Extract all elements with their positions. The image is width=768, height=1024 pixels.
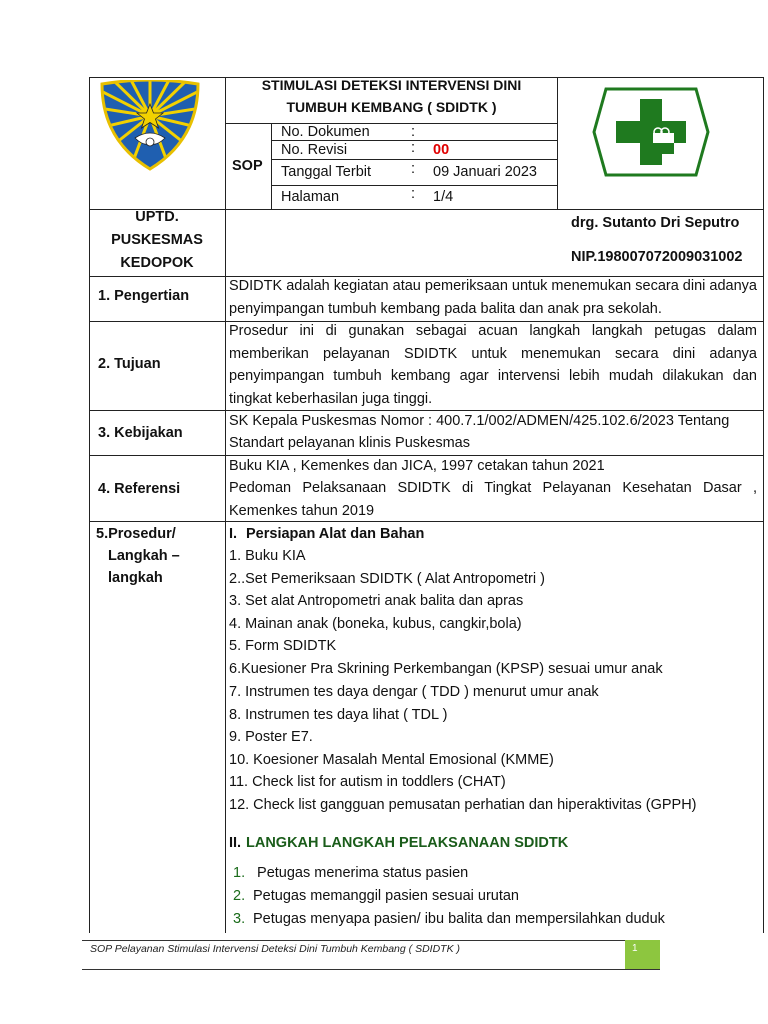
org-line1: UPTD. [135, 209, 179, 225]
step-number: 1. [233, 865, 246, 881]
field-colon: : [411, 186, 416, 202]
list-item: 3. Set alat Antropometri anak balita dan apras [229, 593, 524, 609]
section-label-kebijakan: 3. Kebijakan [98, 425, 183, 441]
field-value-tanggal: 09 Januari 2023 [433, 164, 537, 180]
header-right-divider [557, 77, 558, 209]
field-colon: : [411, 124, 416, 140]
section-label-referensi: 4. Referensi [98, 481, 181, 497]
doc-title-line2: TUMBUH KEMBANG ( SDIDTK ) [286, 99, 497, 115]
prosedur-label-line1: 5.Prosedur/ [96, 526, 176, 542]
prosedur-label-line3: langkah [108, 570, 163, 586]
footer-page-box [625, 940, 660, 969]
section-label-pengertian: 1. Pengertian [98, 288, 190, 304]
sop-divider [271, 123, 272, 209]
part2-numeral: II. [229, 835, 242, 851]
kebijakan-line2: Standart pelayanan klinis Puskesmas [229, 435, 470, 451]
signer-nip: NIP.198007072009031002 [571, 249, 743, 265]
org-line2: PUSKESMAS [111, 232, 203, 248]
field-colon: : [411, 140, 416, 156]
org-line3: KEDOPOK [120, 255, 194, 271]
referensi-line1: Buku KIA , Kemenkes dan JICA, 1997 cetakan tahun 2021 [229, 458, 605, 474]
step-text: Petugas menerima status pasien [253, 865, 469, 881]
table-border-left [89, 77, 90, 933]
field-label-halaman: Halaman [281, 189, 340, 205]
footer-text: SOP Pelayanan Stimulasi Intervensi Deteksi Dini Tumbuh Kembang ( SDIDTK ) [90, 943, 460, 955]
footer-line-top [82, 940, 660, 941]
list-item: 8. Instrumen tes daya lihat ( TDL ) [229, 707, 448, 723]
step-text: Petugas memanggil pasien sesuai urutan [253, 888, 519, 904]
section-text-tujuan: Prosedur ini di gunakan sebagai acuan langkah langkah petugas dalam memberikan pelayanan SDIDTK untuk menemukan secara dini adanya penyimpangan tumbuh kembang agar intervensi lebih mudah dilakukan dan tingkat keberhasilan juga tinggi. [229, 323, 757, 407]
field-value-revisi: 00 [433, 142, 450, 158]
list-item: 4. Mainan anak (boneka, kubus, cangkir,bola) [229, 616, 522, 632]
list-item: 2..Set Pemeriksaan SDIDTK ( Alat Antropometri ) [229, 571, 545, 587]
section-label-tujuan: 2. Tujuan [98, 356, 161, 372]
column-divider [225, 77, 226, 933]
step-number: 3. [233, 911, 246, 927]
prosedur-label-line2: Langkah – [108, 548, 180, 564]
field-label-tanggal: Tanggal Terbit [281, 164, 372, 180]
step-item [233, 909, 665, 929]
field-label-dokumen: No. Dokumen [281, 124, 370, 140]
part2-title: LANGKAH LANGKAH PELAKSANAAN SDIDTK [246, 835, 569, 851]
step-item [233, 863, 468, 883]
kebijakan-line1: SK Kepala Puskesmas Nomor : 400.7.1/002/ADMEN/425.102.6/2023 Tentang [229, 413, 730, 429]
list-item: 11. Check list for autism in toddlers (CHAT) [229, 774, 506, 790]
field-label-revisi: No. Revisi [281, 142, 348, 158]
step-item [233, 886, 519, 906]
kediri-shield-logo-icon [99, 80, 201, 172]
footer-line-bottom [82, 969, 660, 970]
step-number: 2. [233, 888, 246, 904]
referensi-line2: Pedoman Pelaksanaan SDIDTK di Tingkat Pelayanan Kesehatan Dasar , Kemenkes tahun 2019 [229, 480, 757, 519]
puskesmas-logo-icon [592, 87, 710, 177]
list-item: 10. Koesioner Masalah Mental Emosional (KMME) [229, 752, 554, 768]
signer-name: drg. Sutanto Dri Seputro [571, 215, 740, 231]
title-bottom-line [225, 123, 558, 124]
list-item: 6.Kuesioner Pra Skrining Perkembangan (KPSP) sesuai umur anak [229, 661, 663, 677]
part1-numeral: I. [229, 526, 238, 542]
list-item: 12. Check list gangguan pemusatan perhatian dan hiperaktivitas (GPPH) [229, 797, 697, 813]
field-colon: : [411, 161, 416, 177]
field-value-halaman: 1/4 [433, 189, 454, 205]
list-item: 5. Form SDIDTK [229, 638, 337, 654]
footer-page-number: 1 [632, 943, 638, 954]
section-text-pengertian: SDIDTK adalah kegiatan atau pemeriksaan untuk menemukan secara dini adanya penyimpangan tumbuh kembang pada balita dan anak pra sekolah. [229, 278, 757, 317]
part1-title: Persiapan Alat dan Bahan [246, 526, 425, 542]
table-border-right [763, 77, 764, 933]
list-item: 7. Instrumen tes daya dengar ( TDD ) menurut umur anak [229, 684, 599, 700]
list-item: 9. Poster E7. [229, 729, 313, 745]
sop-label: SOP [232, 158, 263, 174]
step-text: Petugas menyapa pasien/ ibu balita dan mempersilahkan duduk [253, 911, 665, 927]
list-item: 1. Buku KIA [229, 548, 306, 564]
doc-title-line1: STIMULASI DETEKSI INTERVENSI DINI [261, 77, 522, 93]
